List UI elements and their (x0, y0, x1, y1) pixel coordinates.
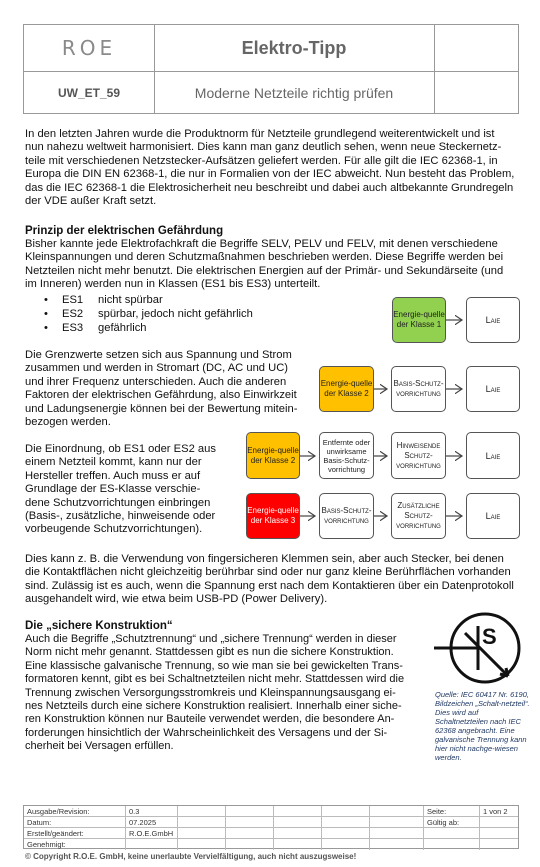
laie-box: Laie (466, 432, 520, 479)
document-subtitle: Moderne Netzteile richtig prüfen (194, 85, 394, 101)
laie-box: Laie (466, 297, 520, 343)
schaltnetzteil-symbol-icon (430, 608, 530, 688)
symbol-source-caption: Quelle: IEC 60417 Nr. 6190, Bildzeichen „Schalt-netzteil“. Dies wird auf Schaltnetzteilen nach IEC 62368 angebracht. Eine galvanische Trennung kann hier nicht nachge-wiesen werden. (435, 690, 530, 762)
energy-source-class-2: Energie-quelle der Klasse 2 (246, 432, 300, 479)
intro-paragraph: In den letzten Jahren wurde die Produktnorm für Netzteile grundlegend weiterentwickelt und ist nun nahezu weltweit harmonisiert. Dies kann man ganz deutlich sehen, wenn neue Steckernetz- teile mit verschiedenen Netzstecker-Aufsätzen geliefert werden. Für alle gilt die IEC 62368-1, in Europa die DIN EN 62368-1, die nur in Formalien von der IEC abweicht. Nun besteht das Problem, das die IEC 62368-1 die Elektrosicherheit neu beschreibt und dabei auch altbekannte Grundregeln der VDE außer Kraft setzt. (25, 128, 515, 208)
konstruktion-paragraph: Auch die Begriffe „Schutztrennung“ und „sichere Trennung“ werden in dieser Norm nicht mehr genannt. Stattdessen gibt es nun die sichere Konstruktion. Eine klassische galvanische Trennung, so wie man sie bei gewickelten Trans- formatoren kennt, gibt es bei Schaltnetzteilen nicht mehr. Stattdessen wird die Trennung zwischen Versorgungsstromkreis und Kleinspannungsausgang ei- nes Netzteils durch eine sichere Konstruktion realisiert. Innerhalb einer siche- ren Konstruktion können nur Bauteile verwendet werden, die besondere An- forderungen hinsichtlich der Wahrscheinlichkeit des Versagens und der Si- cherheit bei Versagen erfüllen. (25, 633, 405, 753)
energy-source-class-2: Energie-quelle der Klasse 2 (319, 366, 374, 412)
basis-schutzvorrichtung-box: Basis-Schutz-vorrichtung (319, 493, 374, 539)
hinweisende-schutzvorrichtung-box: Hinweisende Schutz-vorrichtung (391, 432, 446, 479)
energy-source-class-3: Energie-quelle der Klasse 3 (246, 493, 300, 539)
list-item: • ES3 gefährlich (44, 321, 253, 335)
energy-source-class-1: Energie-quelle der Klasse 1 (392, 297, 446, 343)
copyright-notice: © Copyright R.O.E. GmbH, keine unerlaubte Vervielfältigung, auch nicht auszugsweise! (25, 852, 357, 861)
unwirksame-schutzvorrichtung-box: Entfernte oder unwirksame Basis-Schutz-vorrichtung (319, 432, 374, 479)
svg-text:S: S (482, 624, 497, 649)
document-footer: Ausgabe/Revision: 0.3 Seite: 1 von 2 Datum: 07.2025 Gültig ab: Erstellt/geändert: R.O.E.GmbH Genehmigt: (23, 805, 519, 849)
document-code: UW_ET_59 (57, 86, 121, 100)
basis-schutzvorrichtung-box: Basis-Schutz-vorrichtung (391, 366, 446, 412)
einordnung-paragraph: Die Einordnung, ob ES1 oder ES2 aus einem Netzteil kommt, kann nur der Hersteller treffen. Auch muss er auf Grundlage der ES-Klasse verschie- dene Schutzvorrichtungen einbringen (Basis-, zusätzliche, hinweisende oder vorbeugende Schutzvorrichtungen). (25, 443, 216, 536)
laie-box: Laie (466, 366, 520, 412)
document-title: Elektro-Tipp (241, 37, 347, 58)
zusaetzliche-schutzvorrichtung-box: Zusätzliche Schutz-vorrichtung (391, 493, 446, 539)
section-heading-gefaehrdung: Prinzip der elektrischen Gefährdung (25, 225, 224, 237)
beispiele-paragraph: Dies kann z. B. die Verwendung von fingersicheren Klemmen sein, aber auch Stecker, bei denen die Kontaktflächen nicht gleichzeitig berührbar sind oder nur ganz kleine Berührflächen vorhanden sind. Zulässig ist es auch, wenn die Spannung erst nach dem Kontaktieren über ein Datenprotokoll ausgehandelt wird, wie etwa beim USB-PD (Power Delivery). (25, 553, 514, 606)
list-item: • ES2 spürbar, jedoch nicht gefährlich (44, 307, 253, 321)
laie-box: Laie (466, 493, 520, 539)
grenzwerte-paragraph: Die Grenzwerte setzen sich aus Spannung und Strom zusammen und werden in Stromart (DC, AC und UC) und ihrer Frequenz unterschieden. Auch die anderen Faktoren der elektrischen Gefährdung, also Einwirkzeit und Ladungsenergie können bei der Bewertung mitein- bezogen werden. (25, 349, 298, 429)
section-heading-sichere-konstruktion: Die „sichere Konstruktion“ (25, 620, 173, 632)
gefaehrdung-paragraph: Bisher kannte jede Elektrofachkraft die Begriffe SELV, PELV und FELV, mit denen verschiedene Kleinspannungen und deren Schutzmaßnahmen beschrieben werden. Diese Begriffe werden bei Netzteilen nicht mehr benutzt. Die elektrischen Energien auf der Primär- und Sekundärseite (und im Inneren) werden nun in Klassen (ES1 bis ES3) unterteilt. (25, 238, 504, 291)
list-item: • ES1 nicht spürbar (44, 293, 253, 307)
roe-logo: ROE (61, 36, 117, 60)
